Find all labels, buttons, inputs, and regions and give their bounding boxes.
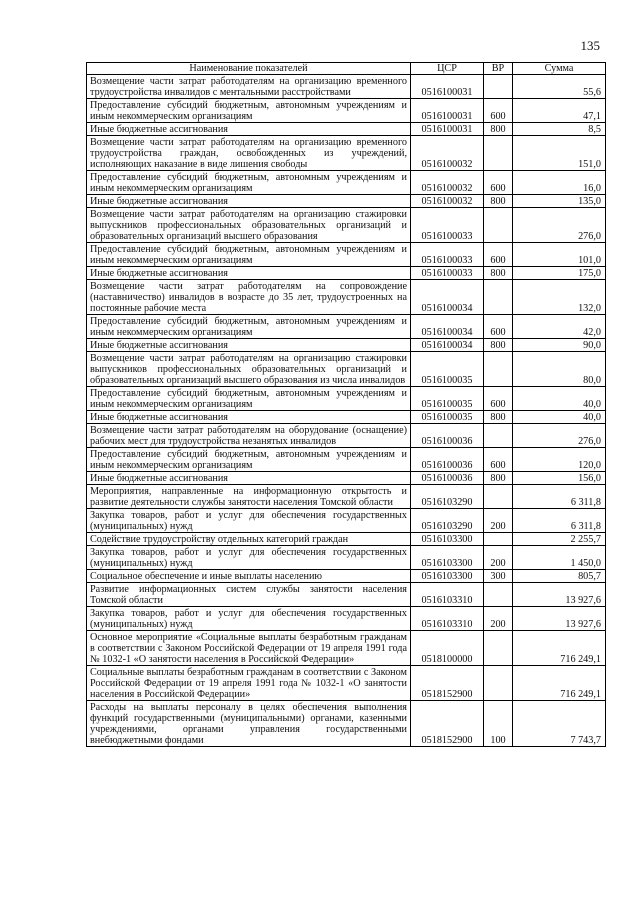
row-vr-cell <box>484 280 513 315</box>
row-vr-cell: 600 <box>484 387 513 411</box>
table-row <box>87 243 606 267</box>
row-sum-cell: 805,7 <box>513 570 606 583</box>
row-name-cell: Социальные выплаты безработным гражданам в соответствии с Законом Российской Федерации от 19 апреля 1991 года № 1032-1 «О занятости населения в Российской Федерации» <box>87 666 411 701</box>
row-vr-cell: 200 <box>484 607 513 631</box>
row-csr-cell: 0516100032 <box>411 136 484 171</box>
row-vr-cell: 600 <box>484 448 513 472</box>
table-row <box>87 352 606 387</box>
row-sum-cell: 40,0 <box>513 387 606 411</box>
table-row <box>87 339 606 352</box>
row-csr-cell: 0516103300 <box>411 570 484 583</box>
row-sum-cell: 7 743,7 <box>513 701 606 747</box>
row-vr-cell: 600 <box>484 171 513 195</box>
row-name-cell: Основное мероприятие «Социальные выплаты безработным гражданам в соответствии с Законом Российской Федерации от 19 апреля 1991 года № 1032-1 «О занятости населения в Российской Федерации» <box>87 631 411 666</box>
table-row <box>87 533 606 546</box>
row-sum-cell: 151,0 <box>513 136 606 171</box>
budget-table <box>86 62 606 747</box>
row-csr-cell: 0518100000 <box>411 631 484 666</box>
table-body <box>87 75 606 747</box>
table-row <box>87 411 606 424</box>
row-vr-cell <box>484 666 513 701</box>
row-csr-cell: 0516100033 <box>411 267 484 280</box>
row-name-cell: Предоставление субсидий бюджетным, автономным учреждениям и иным некоммерческим организациям <box>87 448 411 472</box>
row-name-cell: Предоставление субсидий бюджетным, автономным учреждениям и иным некоммерческим организациям <box>87 171 411 195</box>
table-row <box>87 315 606 339</box>
row-csr-cell: 0516103300 <box>411 546 484 570</box>
row-sum-cell: 90,0 <box>513 339 606 352</box>
row-csr-cell: 0516103310 <box>411 607 484 631</box>
row-vr-cell: 800 <box>484 123 513 136</box>
header-name: Наименование показателей <box>87 63 411 75</box>
row-sum-cell: 13 927,6 <box>513 607 606 631</box>
row-csr-cell: 0516103290 <box>411 485 484 509</box>
row-name-cell: Содействие трудоустройству отдельных категорий граждан <box>87 533 411 546</box>
row-vr-cell: 200 <box>484 509 513 533</box>
row-vr-cell: 800 <box>484 339 513 352</box>
row-vr-cell: 800 <box>484 411 513 424</box>
page-number: 135 <box>580 38 600 53</box>
table-row <box>87 424 606 448</box>
row-sum-cell: 47,1 <box>513 99 606 123</box>
row-csr-cell: 0516100032 <box>411 195 484 208</box>
header-csr: ЦСР <box>411 63 484 75</box>
row-name-cell: Предоставление субсидий бюджетным, автономным учреждениям и иным некоммерческим организациям <box>87 387 411 411</box>
table-row <box>87 448 606 472</box>
row-sum-cell: 120,0 <box>513 448 606 472</box>
row-name-cell: Возмещение части затрат работодателям на сопровождение (наставничество) инвалидов в возрасте до 35 лет, трудоустроенных на постоянные рабочие места <box>87 280 411 315</box>
row-name-cell: Иные бюджетные ассигнования <box>87 339 411 352</box>
row-sum-cell: 132,0 <box>513 280 606 315</box>
table-row <box>87 583 606 607</box>
row-name-cell: Иные бюджетные ассигнования <box>87 411 411 424</box>
table-row <box>87 136 606 171</box>
row-name-cell: Предоставление субсидий бюджетным, автономным учреждениям и иным некоммерческим организациям <box>87 99 411 123</box>
row-name-cell: Закупка товаров, работ и услуг для обеспечения государственных (муниципальных) нужд <box>87 607 411 631</box>
row-vr-cell <box>484 136 513 171</box>
table-row <box>87 631 606 666</box>
row-csr-cell: 0516100035 <box>411 387 484 411</box>
row-csr-cell: 0516103300 <box>411 533 484 546</box>
table-row <box>87 123 606 136</box>
row-sum-cell: 13 927,6 <box>513 583 606 607</box>
row-csr-cell: 0516100032 <box>411 171 484 195</box>
row-sum-cell: 135,0 <box>513 195 606 208</box>
row-sum-cell: 55,6 <box>513 75 606 99</box>
row-csr-cell: 0516100033 <box>411 243 484 267</box>
row-csr-cell: 0516100031 <box>411 99 484 123</box>
row-csr-cell: 0516100036 <box>411 424 484 448</box>
row-csr-cell: 0516100034 <box>411 315 484 339</box>
table-row <box>87 546 606 570</box>
row-sum-cell: 16,0 <box>513 171 606 195</box>
row-name-cell: Иные бюджетные ассигнования <box>87 123 411 136</box>
row-csr-cell: 0516100034 <box>411 280 484 315</box>
row-name-cell: Иные бюджетные ассигнования <box>87 195 411 208</box>
row-csr-cell: 0516100035 <box>411 411 484 424</box>
row-sum-cell: 716 249,1 <box>513 666 606 701</box>
row-sum-cell: 716 249,1 <box>513 631 606 666</box>
row-csr-cell: 0518152900 <box>411 701 484 747</box>
row-csr-cell: 0516100036 <box>411 472 484 485</box>
row-csr-cell: 0516100033 <box>411 208 484 243</box>
table-row <box>87 280 606 315</box>
header-sum: Сумма <box>513 63 606 75</box>
row-name-cell: Социальное обеспечение и иные выплаты населению <box>87 570 411 583</box>
row-vr-cell: 600 <box>484 243 513 267</box>
table-row <box>87 195 606 208</box>
row-vr-cell: 600 <box>484 99 513 123</box>
table-row <box>87 570 606 583</box>
row-sum-cell: 156,0 <box>513 472 606 485</box>
row-sum-cell: 101,0 <box>513 243 606 267</box>
row-vr-cell: 100 <box>484 701 513 747</box>
row-sum-cell: 80,0 <box>513 352 606 387</box>
row-vr-cell: 600 <box>484 315 513 339</box>
row-sum-cell: 175,0 <box>513 267 606 280</box>
table-row <box>87 666 606 701</box>
table-header-row <box>87 63 606 75</box>
row-vr-cell: 800 <box>484 267 513 280</box>
row-name-cell: Иные бюджетные ассигнования <box>87 472 411 485</box>
row-vr-cell <box>484 352 513 387</box>
table-row <box>87 485 606 509</box>
row-vr-cell <box>484 583 513 607</box>
row-name-cell: Предоставление субсидий бюджетным, автономным учреждениям и иным некоммерческим организациям <box>87 315 411 339</box>
row-name-cell: Закупка товаров, работ и услуг для обеспечения государственных (муниципальных) нужд <box>87 546 411 570</box>
row-csr-cell: 0516103290 <box>411 509 484 533</box>
row-csr-cell: 0516100036 <box>411 448 484 472</box>
row-vr-cell: 300 <box>484 570 513 583</box>
row-sum-cell: 276,0 <box>513 424 606 448</box>
row-name-cell: Расходы на выплаты персоналу в целях обеспечения выполнения функций государственными (муниципальными) органами, казенными учреждениями, органами управления государственными внебюджетными фондами <box>87 701 411 747</box>
table-row <box>87 472 606 485</box>
row-sum-cell: 6 311,8 <box>513 485 606 509</box>
row-csr-cell: 0516100031 <box>411 75 484 99</box>
row-sum-cell: 42,0 <box>513 315 606 339</box>
row-csr-cell: 0516100034 <box>411 339 484 352</box>
row-sum-cell: 2 255,7 <box>513 533 606 546</box>
row-name-cell: Возмещение части затрат работодателям на организацию стажировки выпускников профессиональных образовательных организаций и образовательных организаций высшего образования из числа инвалидов <box>87 352 411 387</box>
row-sum-cell: 8,5 <box>513 123 606 136</box>
table-row <box>87 171 606 195</box>
row-sum-cell: 276,0 <box>513 208 606 243</box>
table-row <box>87 99 606 123</box>
row-name-cell: Развитие информационных систем службы занятости населения Томской области <box>87 583 411 607</box>
row-vr-cell: 800 <box>484 472 513 485</box>
row-vr-cell <box>484 485 513 509</box>
row-vr-cell <box>484 631 513 666</box>
row-sum-cell: 1 450,0 <box>513 546 606 570</box>
row-vr-cell <box>484 424 513 448</box>
table-row <box>87 75 606 99</box>
table-row <box>87 607 606 631</box>
row-csr-cell: 0516100035 <box>411 352 484 387</box>
row-name-cell: Иные бюджетные ассигнования <box>87 267 411 280</box>
header-vr: ВР <box>484 63 513 75</box>
row-name-cell: Возмещение части затрат работодателям на организацию стажировки выпускников профессиональных образовательных организаций и образовательных организаций высшего образования <box>87 208 411 243</box>
row-vr-cell <box>484 208 513 243</box>
table-row <box>87 267 606 280</box>
row-name-cell: Возмещение части затрат работодателям на оборудование (оснащение) рабочих мест для трудоустройства незанятых инвалидов <box>87 424 411 448</box>
row-sum-cell: 40,0 <box>513 411 606 424</box>
row-sum-cell: 6 311,8 <box>513 509 606 533</box>
row-name-cell: Мероприятия, направленные на информационную открытость и развитие деятельности службы занятости населения Томской области <box>87 485 411 509</box>
row-name-cell: Возмещение части затрат работодателям на организацию временного трудоустройства инвалидов с ментальными расстройствами <box>87 75 411 99</box>
row-csr-cell: 0516103310 <box>411 583 484 607</box>
row-vr-cell: 200 <box>484 546 513 570</box>
row-name-cell: Предоставление субсидий бюджетным, автономным учреждениям и иным некоммерческим организациям <box>87 243 411 267</box>
row-vr-cell <box>484 75 513 99</box>
row-csr-cell: 0518152900 <box>411 666 484 701</box>
table-row <box>87 701 606 747</box>
row-vr-cell <box>484 533 513 546</box>
row-vr-cell: 800 <box>484 195 513 208</box>
row-csr-cell: 0516100031 <box>411 123 484 136</box>
row-name-cell: Закупка товаров, работ и услуг для обеспечения государственных (муниципальных) нужд <box>87 509 411 533</box>
table-row <box>87 387 606 411</box>
table-row <box>87 509 606 533</box>
table-row <box>87 208 606 243</box>
row-name-cell: Возмещение части затрат работодателям на организацию временного трудоустройства граждан, освобожденных из учреждений, исполняющих наказание в виде лишения свободы <box>87 136 411 171</box>
